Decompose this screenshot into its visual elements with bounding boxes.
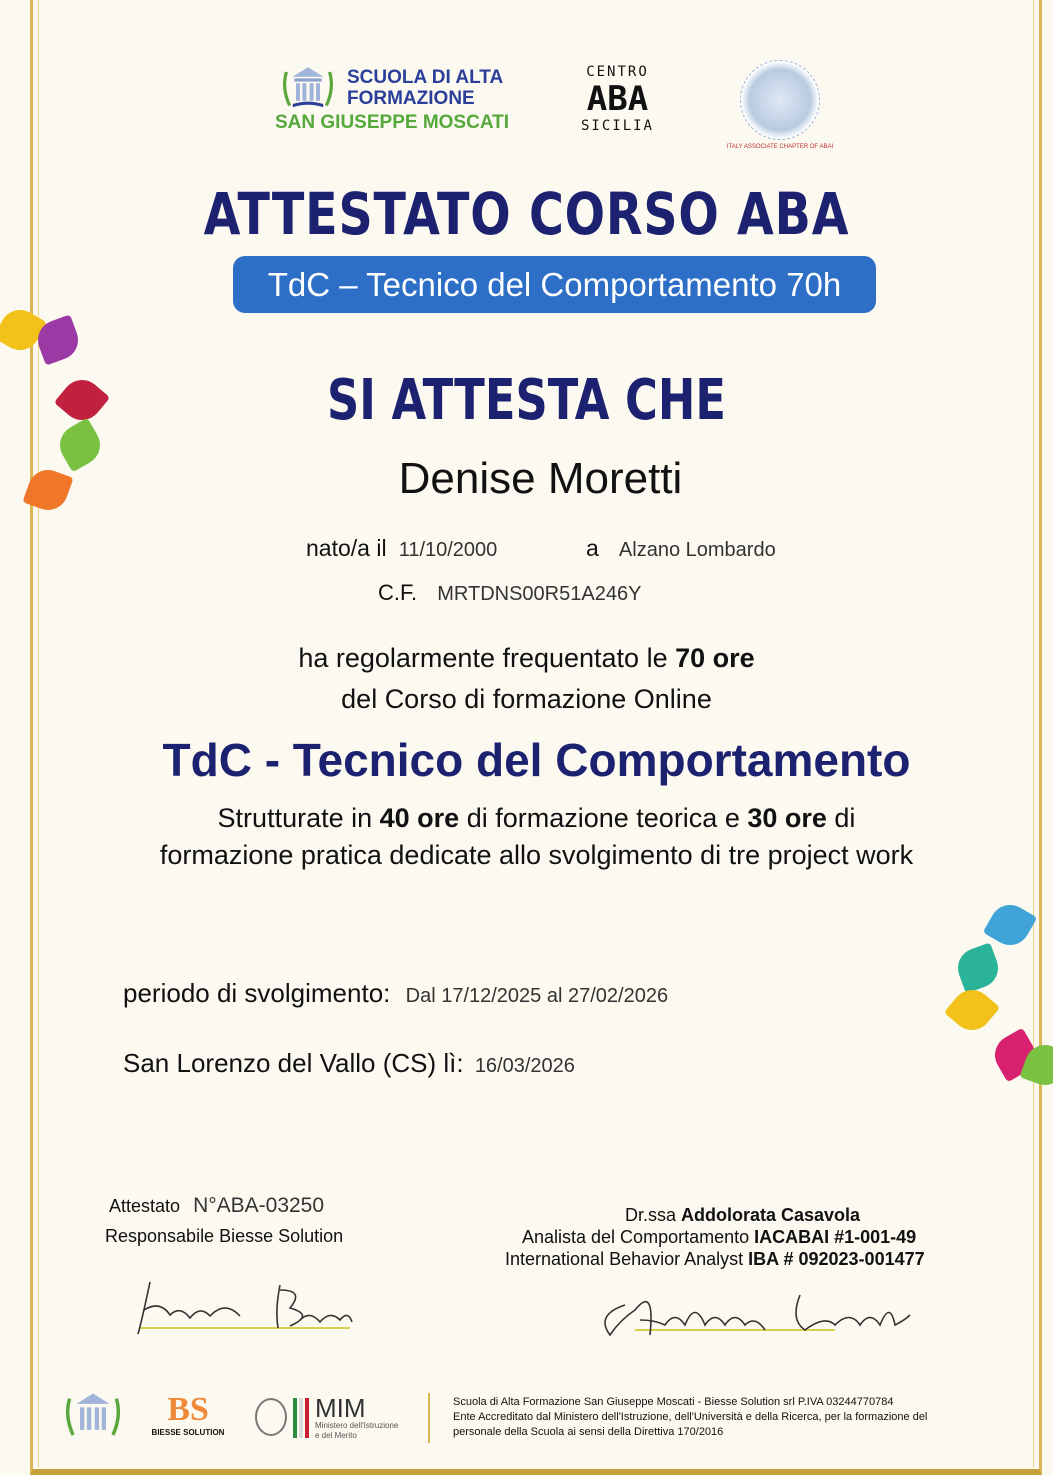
born-date: 11/10/2000: [398, 539, 498, 561]
credential2-label: International Behavior Analyst: [505, 1249, 749, 1269]
course-type-line: del Corso di formazione Online: [341, 684, 712, 714]
biesse-solution-logo: [147, 1392, 229, 1438]
attesta-heading: SI ATTESTA CHE: [326, 368, 727, 433]
attendance-text: ha regolarmente frequentato le: [298, 643, 676, 673]
mim-sub2: e del Merito: [315, 1431, 357, 1440]
recipient-name: Denise Moretti: [398, 454, 683, 503]
cf-label: C.F.: [378, 580, 418, 605]
right-signer-credential1: [522, 1227, 916, 1248]
cf-value: MRTDNS00R51A246Y: [437, 583, 642, 605]
description-line1: [10, 800, 1053, 837]
temple-icon: [275, 64, 341, 112]
right-signature: [595, 1280, 915, 1350]
period-row: [123, 978, 668, 1009]
school-logo-top-row: [275, 64, 509, 112]
school-name-line1: SCUOLA DI ALTA: [347, 67, 504, 88]
bs-name: BIESSE SOLUTION: [151, 1428, 225, 1437]
bs-mark: BS: [167, 1391, 209, 1428]
desc-e: di: [826, 803, 856, 833]
course-description: [10, 800, 1053, 874]
attendance-hours: 70 ore: [675, 643, 755, 673]
born-place: Alzano Lombardo: [618, 539, 776, 561]
description-line2: formazione pratica dedicate allo svolgimento di tre project work: [159, 840, 914, 870]
footer-divider: [428, 1393, 430, 1443]
right-signer-name: [625, 1205, 860, 1226]
certificate-number: [109, 1194, 324, 1218]
period-value: Dal 17/12/2025 al 27/02/2026: [405, 985, 669, 1007]
school-name-line3: SAN GIUSEPPE MOSCATI: [275, 112, 510, 133]
globe-icon: [740, 60, 820, 140]
iacabai-caption: ITALY ASSOCIATE CHAPTER OF ABAI: [726, 144, 834, 150]
desc-a: Strutturate in: [217, 803, 380, 833]
centro-aba-logo: [570, 64, 665, 134]
footer-line1: Scuola di Alta Formazione San Giuseppe Moscati - Biesse Solution srl P.IVA 03244770784: [453, 1396, 894, 1408]
sicilia-text: SICILIA: [580, 118, 654, 134]
signer-title: Dr.ssa: [625, 1205, 682, 1225]
right-signer-credential2: [505, 1249, 925, 1270]
certificate-title: ATTESTATO CORSO ABA: [203, 180, 850, 248]
school-logo: [275, 64, 509, 134]
footer-line3: personale della Scuola ai sensi della Direttiva 170/2016: [453, 1426, 724, 1438]
credential1-label: Analista del Comportamento: [522, 1227, 755, 1247]
period-label: periodo di svolgimento:: [123, 978, 391, 1008]
centro-text: CENTRO: [586, 64, 649, 80]
attestato-label: Attestato: [109, 1196, 181, 1216]
italian-flag-icon: [293, 1398, 309, 1438]
mim-sub1: Ministero dell'Istruzione: [315, 1421, 399, 1430]
italian-emblem-icon: [255, 1398, 287, 1436]
theory-hours: 40 ore: [379, 803, 460, 833]
attendance-line: [0, 640, 1053, 677]
place-label: San Lorenzo del Vallo (CS) lì:: [123, 1048, 464, 1078]
iacabai-logo: [725, 60, 835, 150]
credential1-value: IACABAI #1-001-49: [754, 1227, 917, 1247]
mim-logo: [315, 1395, 398, 1441]
credential2-value: IBA # 092023-001477: [748, 1249, 925, 1269]
place-date-row: [123, 1048, 575, 1079]
fiscal-code: [378, 580, 641, 606]
desc-c: di formazione teorica e: [459, 803, 748, 833]
birth-info: [306, 535, 497, 562]
left-signature: [130, 1270, 360, 1340]
school-name-line2: FORMAZIONE: [347, 88, 475, 109]
course-subtitle-badge: TdC – Tecnico del Comportamento 70h: [233, 256, 876, 313]
mim-text: MIM: [315, 1393, 366, 1423]
footer-text: [453, 1395, 927, 1440]
footer-line2: Ente Accreditato dal Ministero dell'Istruzione, dell'Università e della Ricerca, per la formazione del: [453, 1411, 928, 1423]
practice-hours: 30 ore: [747, 803, 827, 833]
course-name: TdC - Tecnico del Comportamento: [162, 734, 911, 786]
at-label: a: [586, 535, 599, 561]
birth-place: [586, 535, 776, 562]
signer-name: Addolorata Casavola: [681, 1205, 861, 1225]
footer-school-logo-icon: [62, 1390, 124, 1442]
attestato-number: N°ABA-03250: [193, 1194, 325, 1217]
place-date: 16/03/2026: [474, 1055, 575, 1077]
left-signer-role: Responsabile Biesse Solution: [105, 1226, 344, 1246]
born-label: nato/a il: [306, 535, 387, 561]
aba-text: ABA: [586, 79, 649, 119]
